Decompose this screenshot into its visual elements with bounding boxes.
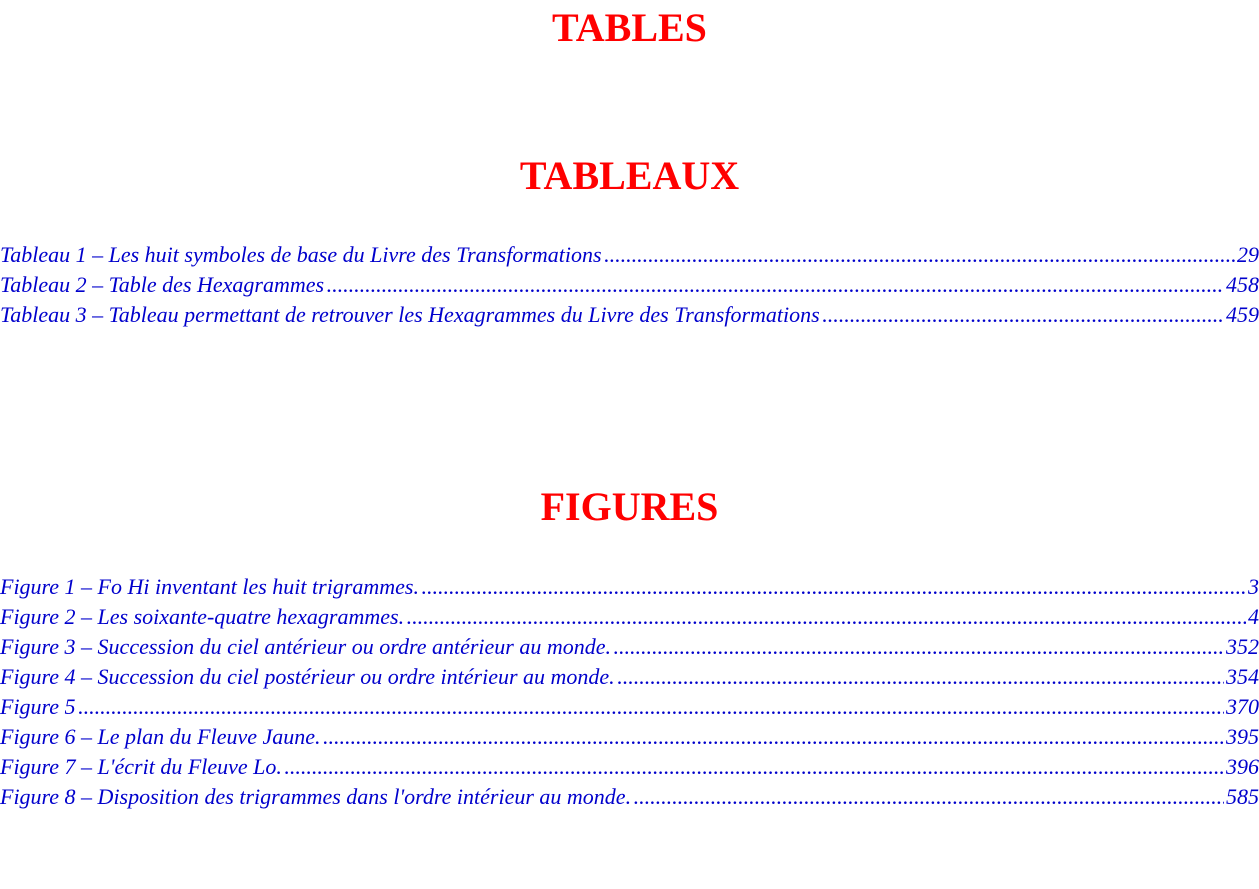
dot-leader [822, 300, 1224, 330]
toc-entry-figure-6[interactable] [0, 722, 1259, 752]
dot-leader [617, 662, 1224, 692]
toc-entry-title: Figure 2 – Les soixante-quatre hexagrammes. [0, 604, 405, 629]
toc-entry-figure-8[interactable] [0, 782, 1259, 812]
toc-entry-title: Tableau 2 – Table des Hexagrammes [0, 272, 325, 297]
dot-leader [633, 782, 1224, 812]
toc-entry-page: 458 [1226, 272, 1259, 297]
toc-entry-page: 585 [1226, 784, 1259, 809]
toc-entry-title: Figure 3 – Succession du ciel antérieur ou ordre antérieur au monde. [0, 634, 612, 659]
page-title: TABLES [552, 5, 707, 50]
toc-entry-tableau-3[interactable] [0, 300, 1259, 330]
dot-leader [78, 692, 1224, 722]
toc-entry-page: 459 [1226, 302, 1259, 327]
toc-entry-title: Figure 6 – Le plan du Fleuve Jaune. [0, 724, 321, 749]
toc-entry-page: 354 [1226, 664, 1259, 689]
dot-leader [284, 752, 1224, 782]
toc-entry-figure-7[interactable] [0, 752, 1259, 782]
dot-leader [326, 270, 1224, 300]
toc-entry-page: 396 [1226, 754, 1259, 779]
toc-entry-page: 29 [1237, 242, 1259, 267]
toc-entry-figure-1[interactable] [0, 572, 1259, 602]
toc-entry-figure-5[interactable] [0, 692, 1259, 722]
toc-entry-figure-3[interactable] [0, 632, 1259, 662]
dot-leader [421, 572, 1246, 602]
toc-entry-title: Figure 4 – Succession du ciel postérieur ou ordre intérieur au monde. [0, 664, 615, 689]
dot-leader [604, 240, 1235, 270]
toc-entry-title: Tableau 1 – Les huit symboles de base du Livre des Transformations [0, 242, 602, 267]
toc-entry-title: Figure 1 – Fo Hi inventant les huit trigrammes. [0, 574, 419, 599]
toc-entry-tableau-1[interactable] [0, 240, 1259, 270]
dot-leader [613, 632, 1224, 662]
figures-heading: FIGURES [540, 484, 719, 529]
dot-leader [323, 722, 1224, 752]
toc-entry-title: Tableau 3 – Tableau permettant de retrouver les Hexagrammes du Livre des Transformations [0, 302, 820, 327]
toc-entry-page: 352 [1226, 634, 1259, 659]
dot-leader [406, 602, 1246, 632]
toc-entry-title: Figure 5 [0, 694, 76, 719]
toc-entry-page: 3 [1248, 574, 1259, 599]
toc-entry-page: 4 [1248, 604, 1259, 629]
toc-entry-figure-2[interactable] [0, 602, 1259, 632]
toc-entry-figure-4[interactable] [0, 662, 1259, 692]
tableaux-heading: TABLEAUX [519, 153, 740, 198]
tableaux-list [0, 240, 1259, 330]
toc-entry-page: 395 [1226, 724, 1259, 749]
toc-entry-title: Figure 8 – Disposition des trigrammes dans l'ordre intérieur au monde. [0, 784, 632, 809]
toc-entry-tableau-2[interactable] [0, 270, 1259, 300]
toc-entry-title: Figure 7 – L'écrit du Fleuve Lo. [0, 754, 282, 779]
toc-entry-page: 370 [1226, 694, 1259, 719]
figures-list [0, 572, 1259, 812]
